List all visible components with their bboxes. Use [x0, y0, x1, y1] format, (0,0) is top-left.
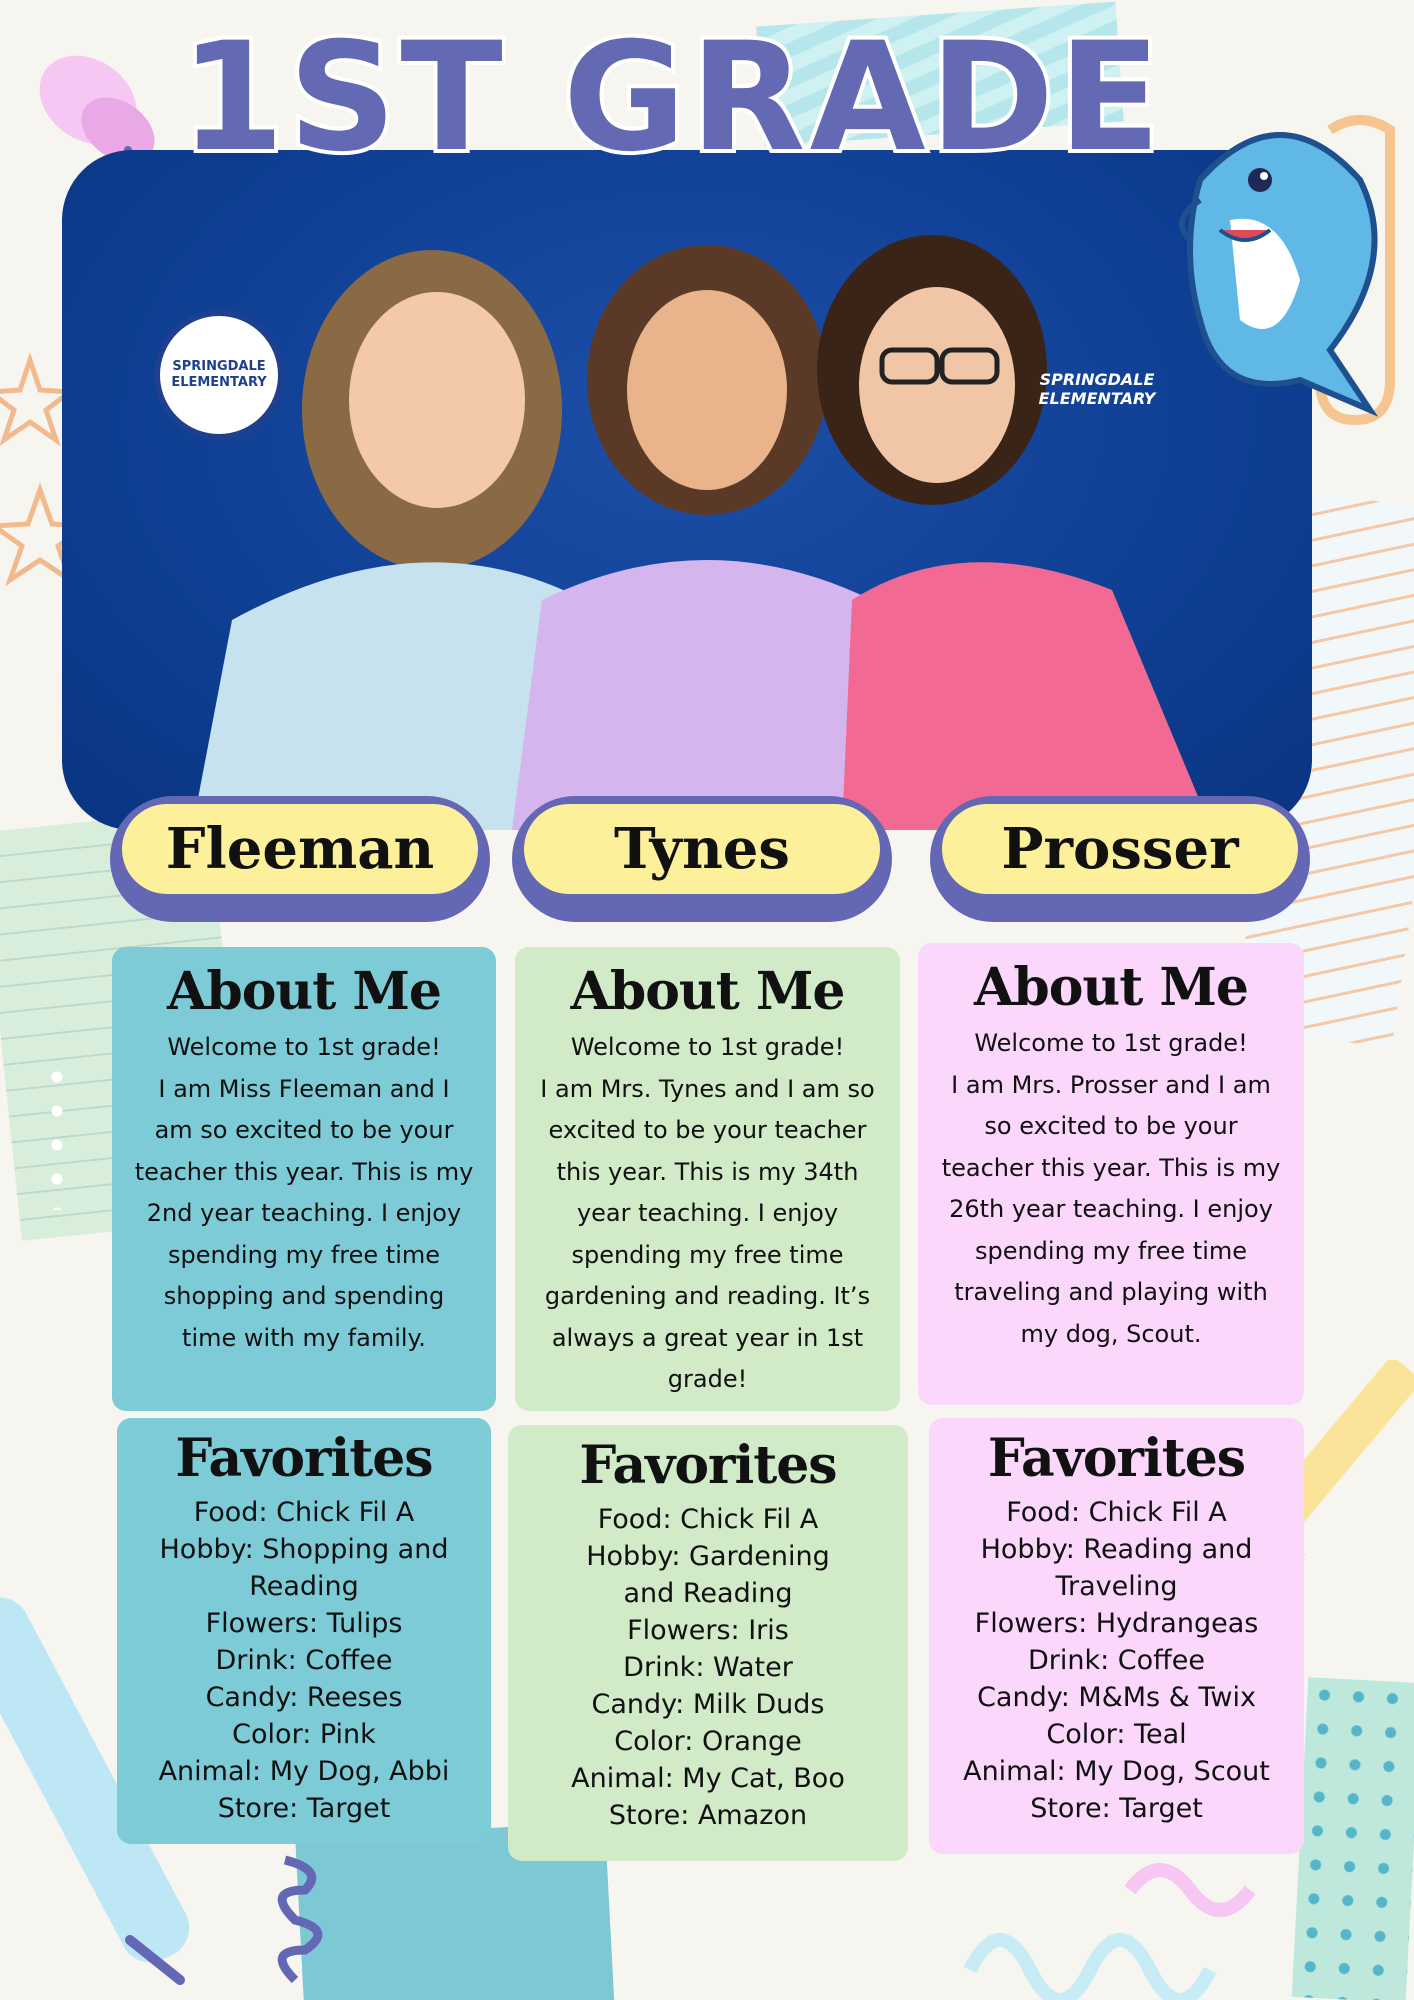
name-label: Tynes	[524, 804, 880, 894]
favorites-list	[508, 1501, 908, 1834]
favorite-item: Candy: Milk Duds	[591, 1689, 825, 1720]
about-heading: About Me	[570, 961, 845, 1022]
about-line: 26th year teaching. I enjoy	[949, 1195, 1273, 1223]
teachers-photo	[62, 150, 1312, 830]
favorite-item: Animal: My Cat, Boo	[571, 1763, 845, 1794]
favorite-item: Color: Orange	[614, 1726, 802, 1757]
favorite-item: Store: Target	[217, 1793, 391, 1824]
favorites-list	[117, 1494, 491, 1827]
about-line: gardening and reading. It’s	[544, 1282, 871, 1310]
about-line: excited to be your teacher	[548, 1116, 867, 1144]
about-line: teacher this year. This is my	[941, 1153, 1281, 1182]
about-text	[918, 1023, 1304, 1355]
school-logo-left	[154, 310, 284, 440]
about-text	[515, 1027, 900, 1401]
notebook-spiral-icon	[255, 1850, 345, 2000]
about-card-fleeman	[112, 947, 496, 1411]
favorites-card-fleeman	[117, 1418, 491, 1844]
about-line: I am Mrs. Prosser and I am	[951, 1070, 1271, 1099]
favorite-item: Drink: Water	[623, 1652, 793, 1683]
about-heading: About Me	[167, 961, 441, 1022]
about-line: I am Mrs. Tynes and I am so	[540, 1074, 875, 1103]
about-line: I am Miss Fleeman and I	[158, 1074, 450, 1103]
school-logo-right: SPRINGDALE ELEMENTARY	[1038, 370, 1156, 408]
about-line: teacher this year. This is my	[134, 1157, 474, 1186]
favorites-card-prosser	[929, 1418, 1304, 1854]
name-tag-prosser	[930, 796, 1310, 922]
photo-illustration	[62, 150, 1312, 830]
favorite-item: and Reading	[623, 1578, 793, 1609]
about-line: Welcome to 1st grade!	[167, 1033, 441, 1061]
favorite-item: Food: Chick Fil A	[1006, 1497, 1227, 1528]
about-line: so excited to be your	[984, 1112, 1238, 1140]
favorites-heading: Favorites	[987, 1428, 1246, 1489]
favorite-item: Food: Chick Fil A	[597, 1504, 819, 1535]
about-card-prosser	[918, 943, 1304, 1405]
favorite-item: Reading	[249, 1571, 359, 1602]
favorite-item: Hobby: Reading and	[980, 1534, 1253, 1565]
favorite-item: Traveling	[1055, 1571, 1178, 1602]
favorite-item: Animal: My Dog, Scout	[963, 1756, 1270, 1787]
school-logo-text: SPRINGDALE ELEMENTARY	[171, 359, 267, 390]
favorite-item: Color: Pink	[232, 1719, 376, 1750]
favorite-item: Candy: Reeses	[205, 1682, 403, 1713]
star-washi-tape	[1292, 1677, 1414, 2000]
about-text	[112, 1027, 496, 1359]
favorite-item: Flowers: Hydrangeas	[974, 1608, 1259, 1639]
about-line: always a great year in 1st	[551, 1323, 864, 1352]
name-tag-tynes	[512, 796, 892, 922]
about-line: spending my free time	[167, 1240, 441, 1269]
favorite-item: Store: Target	[1030, 1793, 1203, 1824]
dolphin-mascot-icon	[1160, 100, 1400, 420]
favorite-item: Candy: M&Ms & Twix	[977, 1682, 1256, 1713]
about-line: Welcome to 1st grade!	[974, 1029, 1248, 1057]
about-line: this year. This is my 34th	[556, 1157, 859, 1186]
favorites-card-tynes	[508, 1425, 908, 1861]
about-line: 2nd year teaching. I enjoy	[146, 1199, 462, 1227]
paper-holes	[40, 1060, 74, 1210]
about-line: my dog, Scout.	[1020, 1319, 1202, 1348]
about-line: spending my free time	[571, 1240, 844, 1269]
favorite-item: Hobby: Shopping and	[159, 1534, 449, 1565]
about-heading: About Me	[974, 957, 1248, 1018]
about-line: time with my family.	[182, 1323, 426, 1352]
about-line: shopping and spending	[163, 1282, 445, 1310]
favorite-item: Food: Chick Fil A	[193, 1497, 415, 1528]
about-line: spending my free time	[974, 1236, 1248, 1265]
favorite-item: Flowers: Tulips	[205, 1608, 403, 1639]
name-label: Fleeman	[122, 804, 478, 894]
favorite-item: Drink: Coffee	[1027, 1645, 1206, 1676]
favorite-item: Hobby: Gardening	[586, 1541, 830, 1572]
name-label: Prosser	[942, 804, 1298, 894]
about-line: Welcome to 1st grade!	[570, 1033, 845, 1061]
name-tag-fleeman	[110, 796, 490, 922]
page-title: 1ST GRADE	[180, 11, 1165, 185]
squiggle-decoration	[960, 1850, 1290, 2000]
favorites-list	[929, 1494, 1304, 1827]
favorites-heading: Favorites	[175, 1428, 433, 1489]
about-line: am so excited to be your	[154, 1116, 454, 1144]
about-line: grade!	[667, 1365, 748, 1393]
favorites-heading: Favorites	[579, 1435, 837, 1496]
about-card-tynes	[515, 947, 900, 1411]
favorite-item: Flowers: Iris	[627, 1615, 789, 1646]
favorite-item: Animal: My Dog, Abbi	[158, 1756, 450, 1787]
about-line: traveling and playing with	[954, 1278, 1268, 1306]
favorite-item: Store: Amazon	[608, 1800, 808, 1831]
favorite-item: Color: Teal	[1046, 1719, 1187, 1750]
about-line: year teaching. I enjoy	[576, 1199, 839, 1227]
favorite-item: Drink: Coffee	[215, 1645, 393, 1676]
